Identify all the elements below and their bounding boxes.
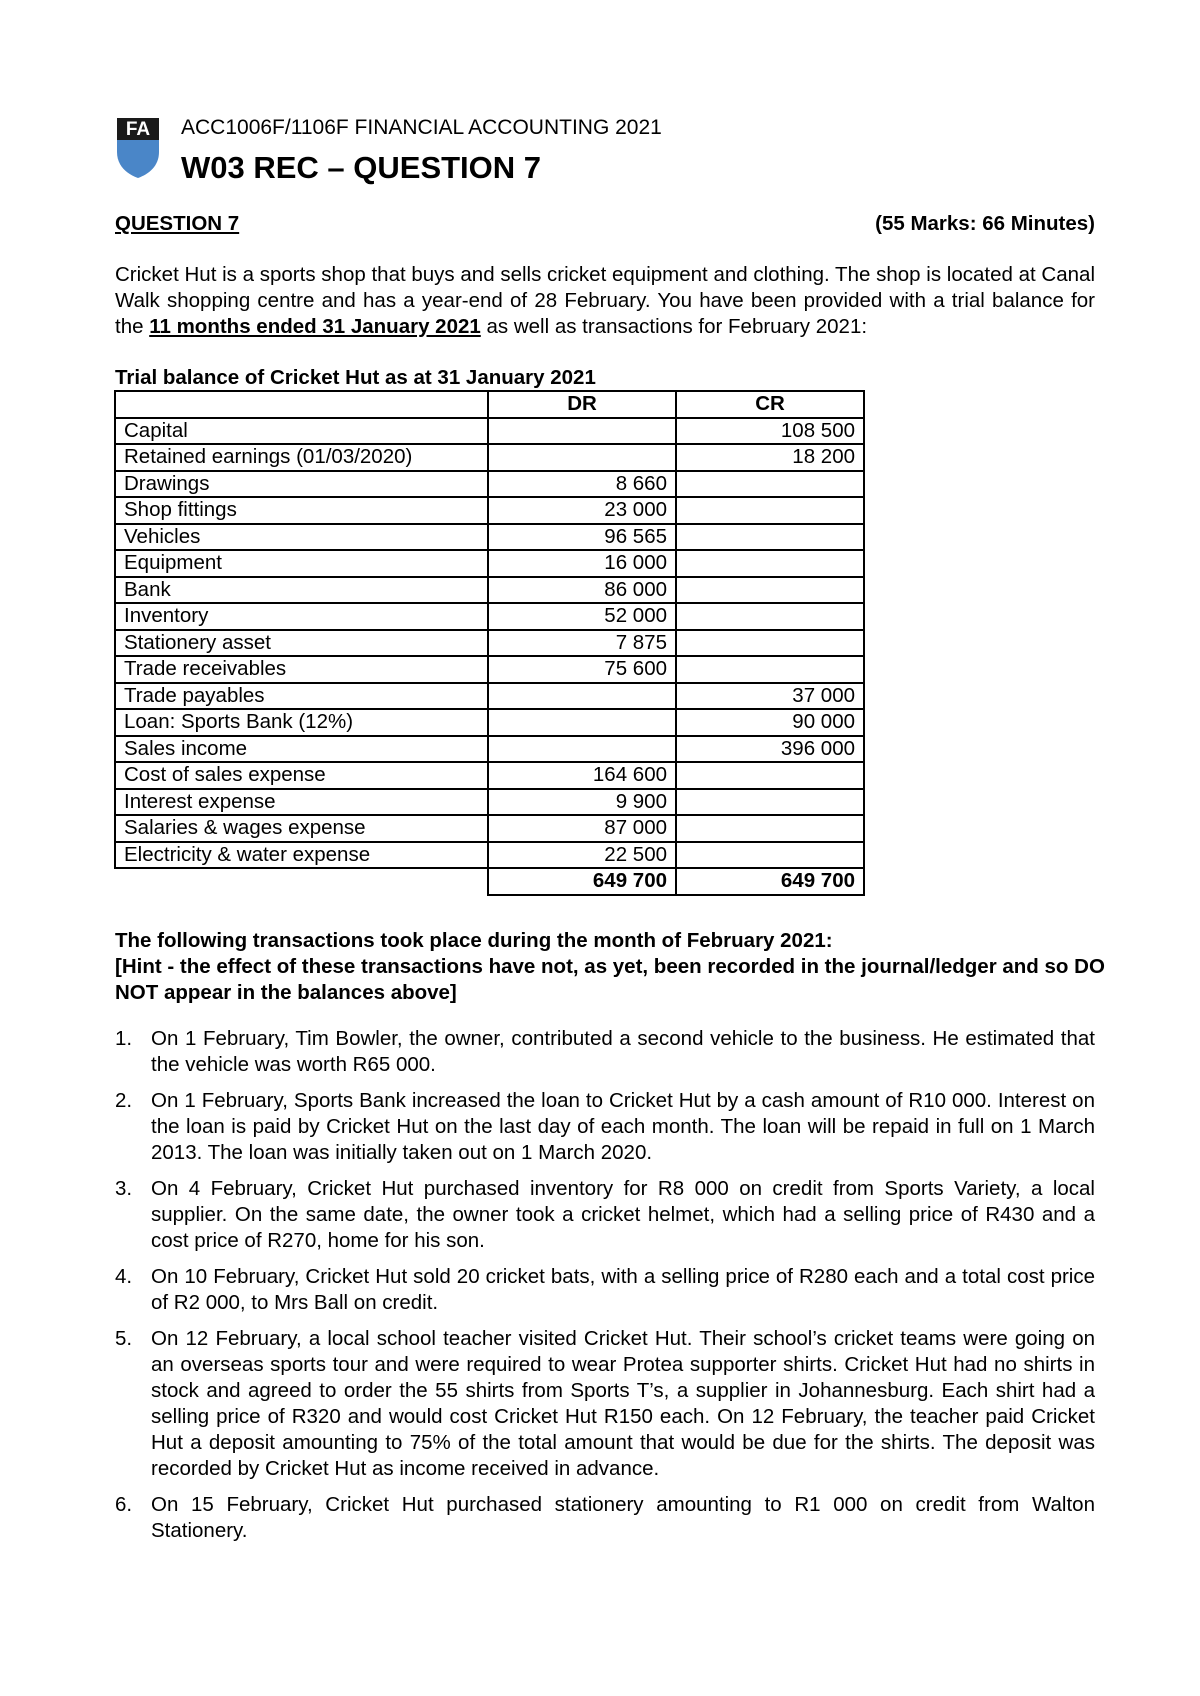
cell-cr bbox=[676, 524, 864, 551]
total-blank bbox=[115, 868, 488, 895]
item-number: 4. bbox=[115, 1265, 133, 1288]
transactions-list bbox=[115, 1026, 1095, 1554]
cell-cr bbox=[676, 603, 864, 630]
question-marks: (55 Marks: 66 Minutes) bbox=[875, 212, 1095, 235]
trial-balance-table bbox=[114, 390, 865, 896]
cell-cr: 108 500 bbox=[676, 418, 864, 445]
cell-cr: 90 000 bbox=[676, 709, 864, 736]
cell-name: Capital bbox=[115, 418, 488, 445]
table-row bbox=[115, 497, 864, 524]
cell-cr bbox=[676, 656, 864, 683]
cell-dr: 8 660 bbox=[488, 471, 676, 498]
logo-text: FA bbox=[125, 119, 151, 140]
cell-cr: 37 000 bbox=[676, 683, 864, 710]
cell-cr bbox=[676, 577, 864, 604]
item-text: On 4 February, Cricket Hut purchased inventory for R8 000 on credit from Sports Variety, a local supplier. On the same date, the owner took a cricket helmet, which had a selling price of R430 and a cost price of R270, home for his son. bbox=[151, 1177, 1095, 1252]
cell-name: Trade payables bbox=[115, 683, 488, 710]
cell-cr bbox=[676, 550, 864, 577]
item-text: On 1 February, Tim Bowler, the owner, contributed a second vehicle to the business. He estimated that the vehicle was worth R65 000. bbox=[151, 1027, 1095, 1076]
list-item bbox=[115, 1326, 1095, 1482]
intro-text-2: as well as transactions for February 2021: bbox=[480, 315, 868, 338]
intro-text-1: Cricket Hut is a sports shop that buys and sells cricket equipment and clothing. The shop is located at Canal Walk shopping centre and has a year-end of 28 February. You have been provided with a trial balance for the bbox=[115, 263, 1095, 338]
cell-name: Inventory bbox=[115, 603, 488, 630]
cell-dr: 164 600 bbox=[488, 762, 676, 789]
item-text: On 10 February, Cricket Hut sold 20 cricket bats, with a selling price of R280 each and a total cost price of R2 000, to Mrs Ball on credit. bbox=[151, 1265, 1095, 1314]
list-item bbox=[115, 1026, 1095, 1078]
cell-name: Loan: Sports Bank (12%) bbox=[115, 709, 488, 736]
total-cr: 649 700 bbox=[676, 868, 864, 895]
table-row bbox=[115, 656, 864, 683]
table-total-row bbox=[115, 868, 864, 895]
cell-name: Vehicles bbox=[115, 524, 488, 551]
page-title: W03 REC – QUESTION 7 bbox=[181, 150, 542, 185]
cell-dr: 16 000 bbox=[488, 550, 676, 577]
item-number: 6. bbox=[115, 1493, 133, 1516]
table-row bbox=[115, 630, 864, 657]
table-row bbox=[115, 550, 864, 577]
cell-dr: 52 000 bbox=[488, 603, 676, 630]
intro-paragraph bbox=[115, 262, 1095, 340]
cell-dr: 96 565 bbox=[488, 524, 676, 551]
cell-dr: 9 900 bbox=[488, 789, 676, 816]
table-row bbox=[115, 709, 864, 736]
cell-dr bbox=[488, 736, 676, 763]
cell-name: Interest expense bbox=[115, 789, 488, 816]
table-row bbox=[115, 762, 864, 789]
item-number: 2. bbox=[115, 1089, 133, 1112]
question-label: QUESTION 7 bbox=[115, 212, 240, 235]
cell-dr: 23 000 bbox=[488, 497, 676, 524]
cell-cr bbox=[676, 842, 864, 869]
transactions-heading: The following transactions took place during the month of February 2021: bbox=[115, 929, 833, 952]
table-row bbox=[115, 524, 864, 551]
cell-dr: 87 000 bbox=[488, 815, 676, 842]
cell-cr bbox=[676, 497, 864, 524]
list-item bbox=[115, 1492, 1095, 1544]
question-heading bbox=[115, 212, 1095, 236]
cell-dr: 7 875 bbox=[488, 630, 676, 657]
cell-cr bbox=[676, 630, 864, 657]
cell-dr bbox=[488, 709, 676, 736]
table-row bbox=[115, 736, 864, 763]
cell-cr bbox=[676, 762, 864, 789]
cell-name: Salaries & wages expense bbox=[115, 815, 488, 842]
cell-name: Shop fittings bbox=[115, 497, 488, 524]
item-number: 1. bbox=[115, 1027, 133, 1050]
cell-name: Electricity & water expense bbox=[115, 842, 488, 869]
cell-name: Trade receivables bbox=[115, 656, 488, 683]
cell-name: Drawings bbox=[115, 471, 488, 498]
cell-name: Sales income bbox=[115, 736, 488, 763]
course-title: ACC1006F/1106F FINANCIAL ACCOUNTING 2021 bbox=[181, 116, 662, 139]
cell-name: Stationery asset bbox=[115, 630, 488, 657]
total-dr: 649 700 bbox=[488, 868, 676, 895]
cell-name: Cost of sales expense bbox=[115, 762, 488, 789]
cell-cr bbox=[676, 789, 864, 816]
table-row bbox=[115, 815, 864, 842]
table-row bbox=[115, 789, 864, 816]
list-item bbox=[115, 1176, 1095, 1254]
cell-dr: 75 600 bbox=[488, 656, 676, 683]
header-dr: DR bbox=[488, 391, 676, 418]
header-account bbox=[115, 391, 488, 418]
header-cr: CR bbox=[676, 391, 864, 418]
table-header-row bbox=[115, 391, 864, 418]
table-row bbox=[115, 471, 864, 498]
table-row bbox=[115, 444, 864, 471]
table-row bbox=[115, 603, 864, 630]
item-number: 3. bbox=[115, 1177, 133, 1200]
item-number: 5. bbox=[115, 1327, 133, 1350]
item-text: On 15 February, Cricket Hut purchased stationery amounting to R1 000 on credit from Walton Stationery. bbox=[151, 1493, 1095, 1542]
cell-dr: 22 500 bbox=[488, 842, 676, 869]
cell-dr bbox=[488, 418, 676, 445]
item-text: On 1 February, Sports Bank increased the loan to Cricket Hut by a cash amount of R10 000. Interest on the loan is paid by Cricket Hut on the last day of each month. The loan will be repaid in full on 1 March 2013. The loan was initially taken out on 1 March 2020. bbox=[151, 1089, 1095, 1164]
cell-cr bbox=[676, 815, 864, 842]
trial-balance-title: Trial balance of Cricket Hut as at 31 January 2021 bbox=[115, 366, 596, 389]
cell-cr: 18 200 bbox=[676, 444, 864, 471]
cell-cr bbox=[676, 471, 864, 498]
list-item bbox=[115, 1088, 1095, 1166]
item-text: On 12 February, a local school teacher visited Cricket Hut. Their school’s cricket teams were going on an overseas sports tour and were required to wear Protea supporter shirts. Cricket Hut had no shirts in stock and agreed to order the 55 shirts from Sports T’s, a supplier in Johannesburg. Each shirt had a selling price of R320 and would cost Cricket Hut R150 each. On 12 February, the teacher paid Cricket Hut a deposit amounting to 75% of the total amount that would be due for the shirts. The deposit was recorded by Cricket Hut as income received in advance. bbox=[151, 1327, 1095, 1480]
list-item bbox=[115, 1264, 1095, 1316]
table-row bbox=[115, 683, 864, 710]
table-row bbox=[115, 577, 864, 604]
table-row bbox=[115, 418, 864, 445]
cell-cr: 396 000 bbox=[676, 736, 864, 763]
transactions-heading-block bbox=[115, 928, 1105, 1006]
transactions-hint: [Hint - the effect of these transactions have not, as yet, been recorded in the journal/ledger and so DO NOT appear in the balances above] bbox=[115, 955, 1105, 1004]
cell-name: Retained earnings (01/03/2020) bbox=[115, 444, 488, 471]
cell-dr: 86 000 bbox=[488, 577, 676, 604]
fa-shield-logo bbox=[115, 116, 161, 178]
cell-dr bbox=[488, 444, 676, 471]
cell-dr bbox=[488, 683, 676, 710]
cell-name: Equipment bbox=[115, 550, 488, 577]
intro-emphasis: 11 months ended 31 January 2021 bbox=[149, 315, 481, 338]
cell-name: Bank bbox=[115, 577, 488, 604]
table-row bbox=[115, 842, 864, 869]
